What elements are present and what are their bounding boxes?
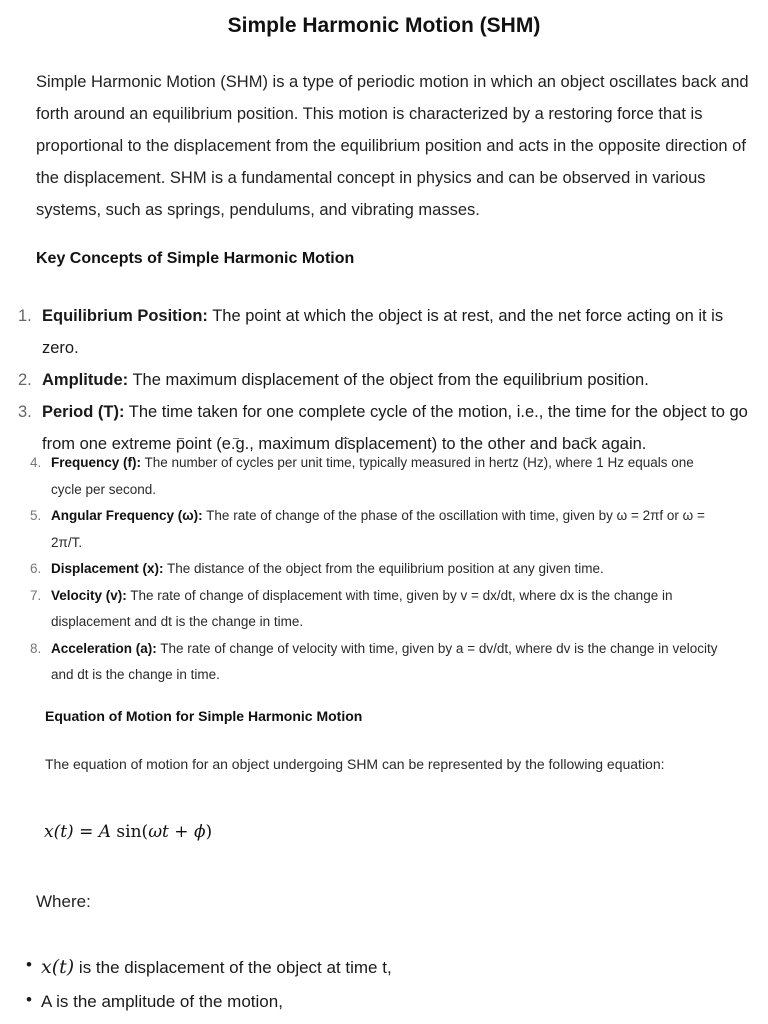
formula-phi: ϕ <box>193 822 206 842</box>
list-item <box>30 450 720 503</box>
formula-amplitude: A <box>98 822 112 842</box>
item-number: 2. <box>18 371 32 389</box>
list-item <box>26 985 392 1019</box>
list-item <box>14 300 764 364</box>
page-title: Simple Harmonic Motion (SHM) <box>227 14 541 37</box>
bullet-text: is the displacement of the object at time t, <box>74 958 392 977</box>
item-number: 7. <box>30 587 42 603</box>
list-item <box>26 950 392 985</box>
formula-omega-t: ωt <box>148 822 169 842</box>
formula-close: ) <box>205 822 213 842</box>
concepts-list-large <box>14 300 764 460</box>
item-term: Angular Frequency (ω): <box>51 508 203 523</box>
item-term: Equilibrium Position: <box>42 307 208 325</box>
formula-lhs: x(t) <box>44 822 74 842</box>
item-desc: The maximum displacement of the object from the equilibrium position. <box>128 371 649 389</box>
equation-heading: Equation of Motion for Simple Harmonic Motion <box>45 708 363 724</box>
list-item <box>30 636 720 689</box>
where-label: Where: <box>36 892 91 911</box>
crop-artifact-divider <box>0 438 768 442</box>
shm-formula <box>44 822 212 842</box>
item-desc: The distance of the object from the equilibrium position at any given time. <box>163 561 604 576</box>
key-concepts-heading: Key Concepts of Simple Harmonic Motion <box>36 250 355 267</box>
math-var: x(t) <box>41 956 75 978</box>
item-desc: The rate of change of displacement with time, given by v = dx/dt, where dx is the change in displacement and dt is the change in time. <box>51 587 673 629</box>
bullet-text: A is the amplitude of the motion, <box>41 992 283 1011</box>
equation-intro: The equation of motion for an object undergoing SHM can be represented by the following equation: <box>45 756 665 772</box>
item-term: Displacement (x): <box>51 561 164 576</box>
item-term: Frequency (f): <box>51 455 142 470</box>
list-item <box>30 583 720 636</box>
formula-plus: + <box>168 822 194 842</box>
item-number: 3. <box>18 403 32 421</box>
item-term: Velocity (v): <box>51 587 127 603</box>
bullet-icon: • <box>26 990 32 1009</box>
item-number: 1. <box>18 307 32 325</box>
item-desc: The rate of change of velocity with time, given by a = dv/dt, where dv is the change in velocity and dt is the change in time. <box>51 640 718 682</box>
formula-sin: sin( <box>111 822 149 842</box>
list-item <box>30 556 720 583</box>
item-desc: The point at which the object is at rest, and the net force acting on it is zero. <box>42 307 724 357</box>
list-item <box>30 503 720 556</box>
item-desc: The rate of change of the phase of the oscillation with time, given by ω = 2πf or ω = 2π/T. <box>51 508 705 550</box>
formula-equals: = <box>73 822 99 842</box>
item-desc: The time taken for one complete cycle of the motion, i.e., the time for the object to go from one extreme point (e.g., maximum displacement) to the other and back again. <box>42 403 748 453</box>
bullet-icon: • <box>26 955 32 974</box>
list-item <box>14 364 764 396</box>
item-number: 4. <box>30 455 42 470</box>
item-number: 5. <box>30 508 42 523</box>
where-list <box>26 950 392 1019</box>
concepts-list-small <box>30 450 720 689</box>
item-term: Acceleration (a): <box>51 640 157 656</box>
item-number: 6. <box>30 561 42 576</box>
item-number: 8. <box>30 640 42 656</box>
item-desc: The number of cycles per unit time, typically measured in hertz (Hz), where 1 Hz equals one cycle per second. <box>51 455 694 497</box>
item-term: Period (T): <box>42 403 125 421</box>
intro-paragraph: Simple Harmonic Motion (SHM) is a type of periodic motion in which an object oscillates back and forth around an equilibrium position. This motion is characterized by a restoring force that is proportional to the displacement from the equilibrium position and acts in the opposite direction of the displacement. SHM is a fundamental concept in physics and can be observed in various systems, such as springs, pendulums, and vibrating masses. <box>36 73 749 219</box>
item-term: Amplitude: <box>42 371 129 389</box>
